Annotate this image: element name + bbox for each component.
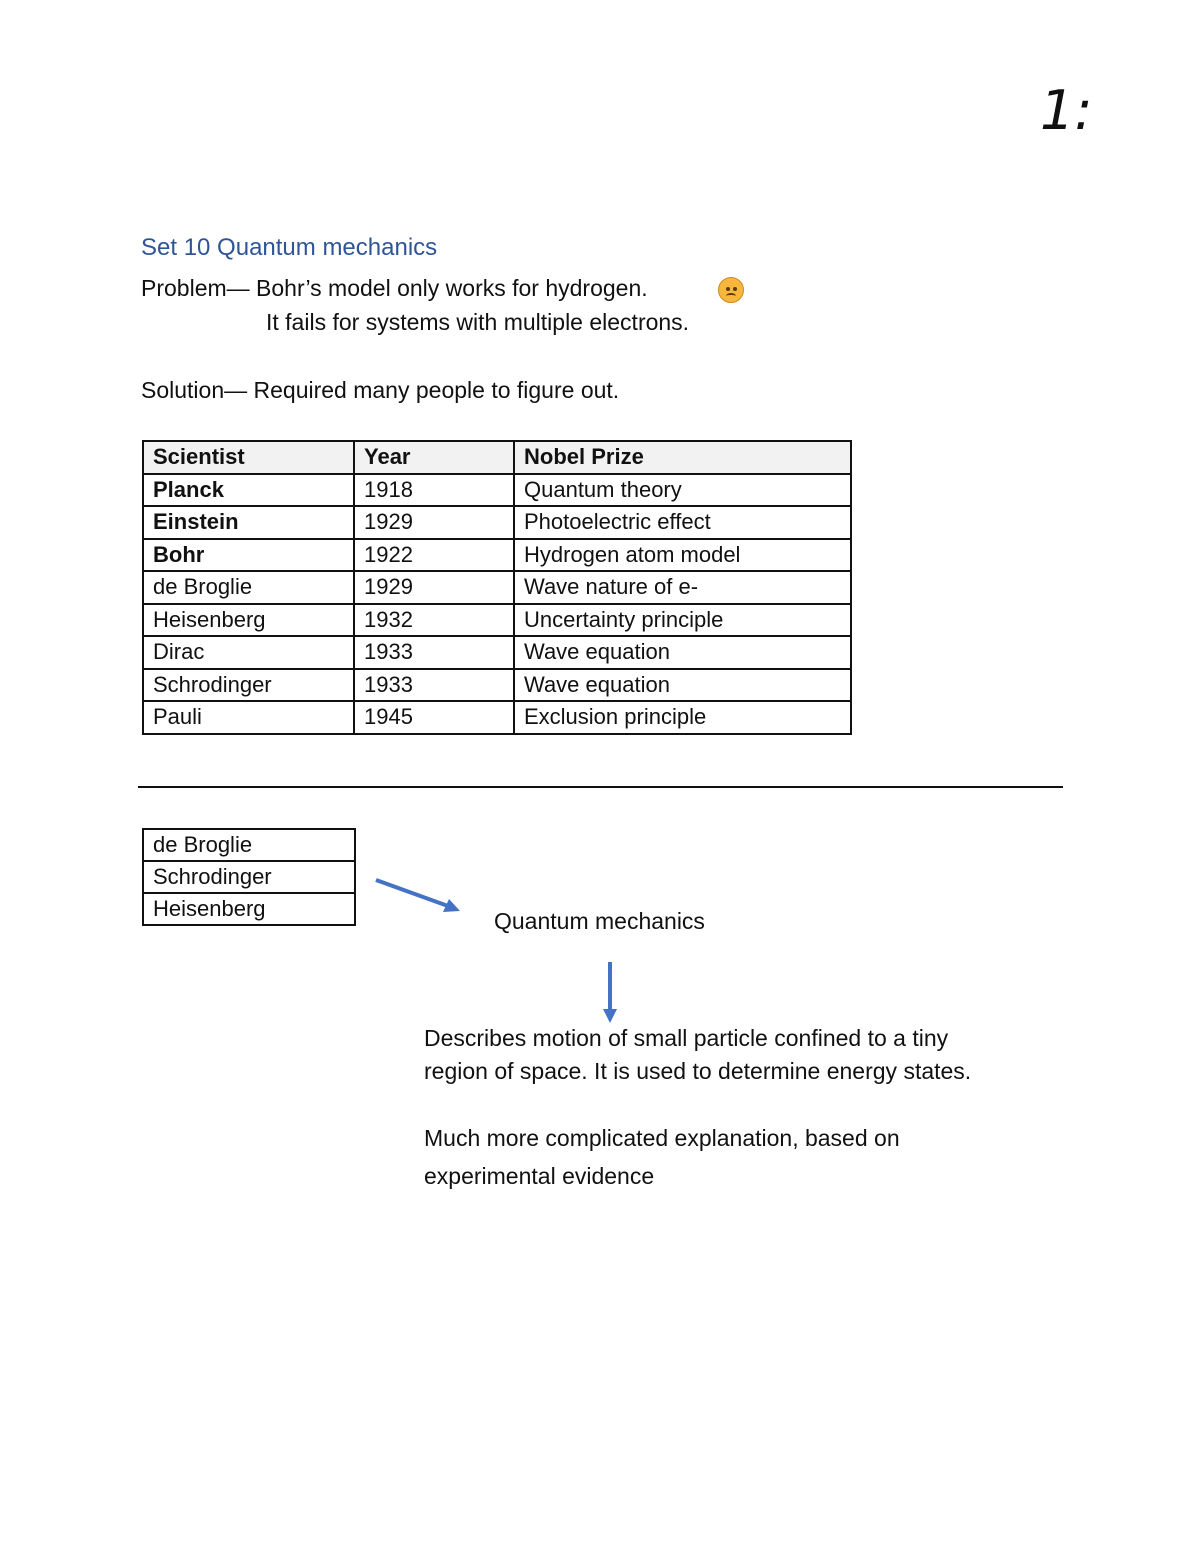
year-cell: 1933	[354, 636, 514, 669]
table-row	[143, 636, 851, 669]
year-cell: 1922	[354, 539, 514, 572]
year-cell: 1929	[354, 506, 514, 539]
prize-cell: Hydrogen atom model	[514, 539, 851, 572]
table-row	[143, 669, 851, 702]
list-item	[143, 861, 355, 893]
table-row	[143, 474, 851, 507]
header-scientist: Scientist	[143, 441, 354, 474]
description-line-2: region of space. It is used to determine energy states.	[424, 1058, 972, 1084]
table-row	[143, 701, 851, 734]
list-item	[143, 829, 355, 861]
problem-line-1: Problem— Bohr’s model only works for hydrogen.	[141, 275, 648, 301]
table-row	[143, 539, 851, 572]
year-cell: 1918	[354, 474, 514, 507]
scientist-cell: Bohr	[143, 539, 354, 572]
founder-cell: de Broglie	[143, 829, 355, 861]
table-row	[143, 604, 851, 637]
prize-cell: Wave nature of e-	[514, 571, 851, 604]
page-number: 1:	[1040, 79, 1093, 142]
prize-cell: Quantum theory	[514, 474, 851, 507]
year-cell: 1929	[354, 571, 514, 604]
prize-cell: Photoelectric effect	[514, 506, 851, 539]
section-title: Set 10 Quantum mechanics	[141, 234, 438, 261]
year-cell: 1932	[354, 604, 514, 637]
solution-line: Solution— Required many people to figure out.	[141, 377, 620, 403]
scientist-cell: Heisenberg	[143, 604, 354, 637]
nobel-prize-table	[142, 440, 852, 735]
year-cell: 1945	[354, 701, 514, 734]
down-arrow-icon	[603, 962, 617, 1023]
problem-line-2: It fails for systems with multiple electrons.	[266, 309, 690, 335]
description-line-3: Much more complicated explanation, based on	[424, 1125, 900, 1151]
prize-cell: Uncertainty principle	[514, 604, 851, 637]
header-nobel-prize: Nobel Prize	[514, 441, 851, 474]
scientist-cell: Planck	[143, 474, 354, 507]
founder-cell: Schrodinger	[143, 861, 355, 893]
scientist-cell: de Broglie	[143, 571, 354, 604]
prize-cell: Exclusion principle	[514, 701, 851, 734]
list-item	[143, 893, 355, 925]
founders-table	[142, 828, 356, 926]
table-row	[143, 571, 851, 604]
header-year: Year	[354, 441, 514, 474]
year-cell: 1933	[354, 669, 514, 702]
scientist-cell: Dirac	[143, 636, 354, 669]
diagonal-arrow-icon	[376, 880, 460, 912]
description-line-1: Describes motion of small particle confined to a tiny	[424, 1025, 949, 1051]
scientist-cell: Schrodinger	[143, 669, 354, 702]
frowning-face-icon	[718, 277, 744, 303]
quantum-mechanics-label: Quantum mechanics	[494, 908, 705, 934]
scientist-cell: Pauli	[143, 701, 354, 734]
table-header-row	[143, 441, 851, 474]
horizontal-divider	[138, 786, 1063, 788]
scientist-cell: Einstein	[143, 506, 354, 539]
prize-cell: Wave equation	[514, 669, 851, 702]
description-line-4: experimental evidence	[424, 1163, 655, 1189]
founder-cell: Heisenberg	[143, 893, 355, 925]
prize-cell: Wave equation	[514, 636, 851, 669]
table-row	[143, 506, 851, 539]
